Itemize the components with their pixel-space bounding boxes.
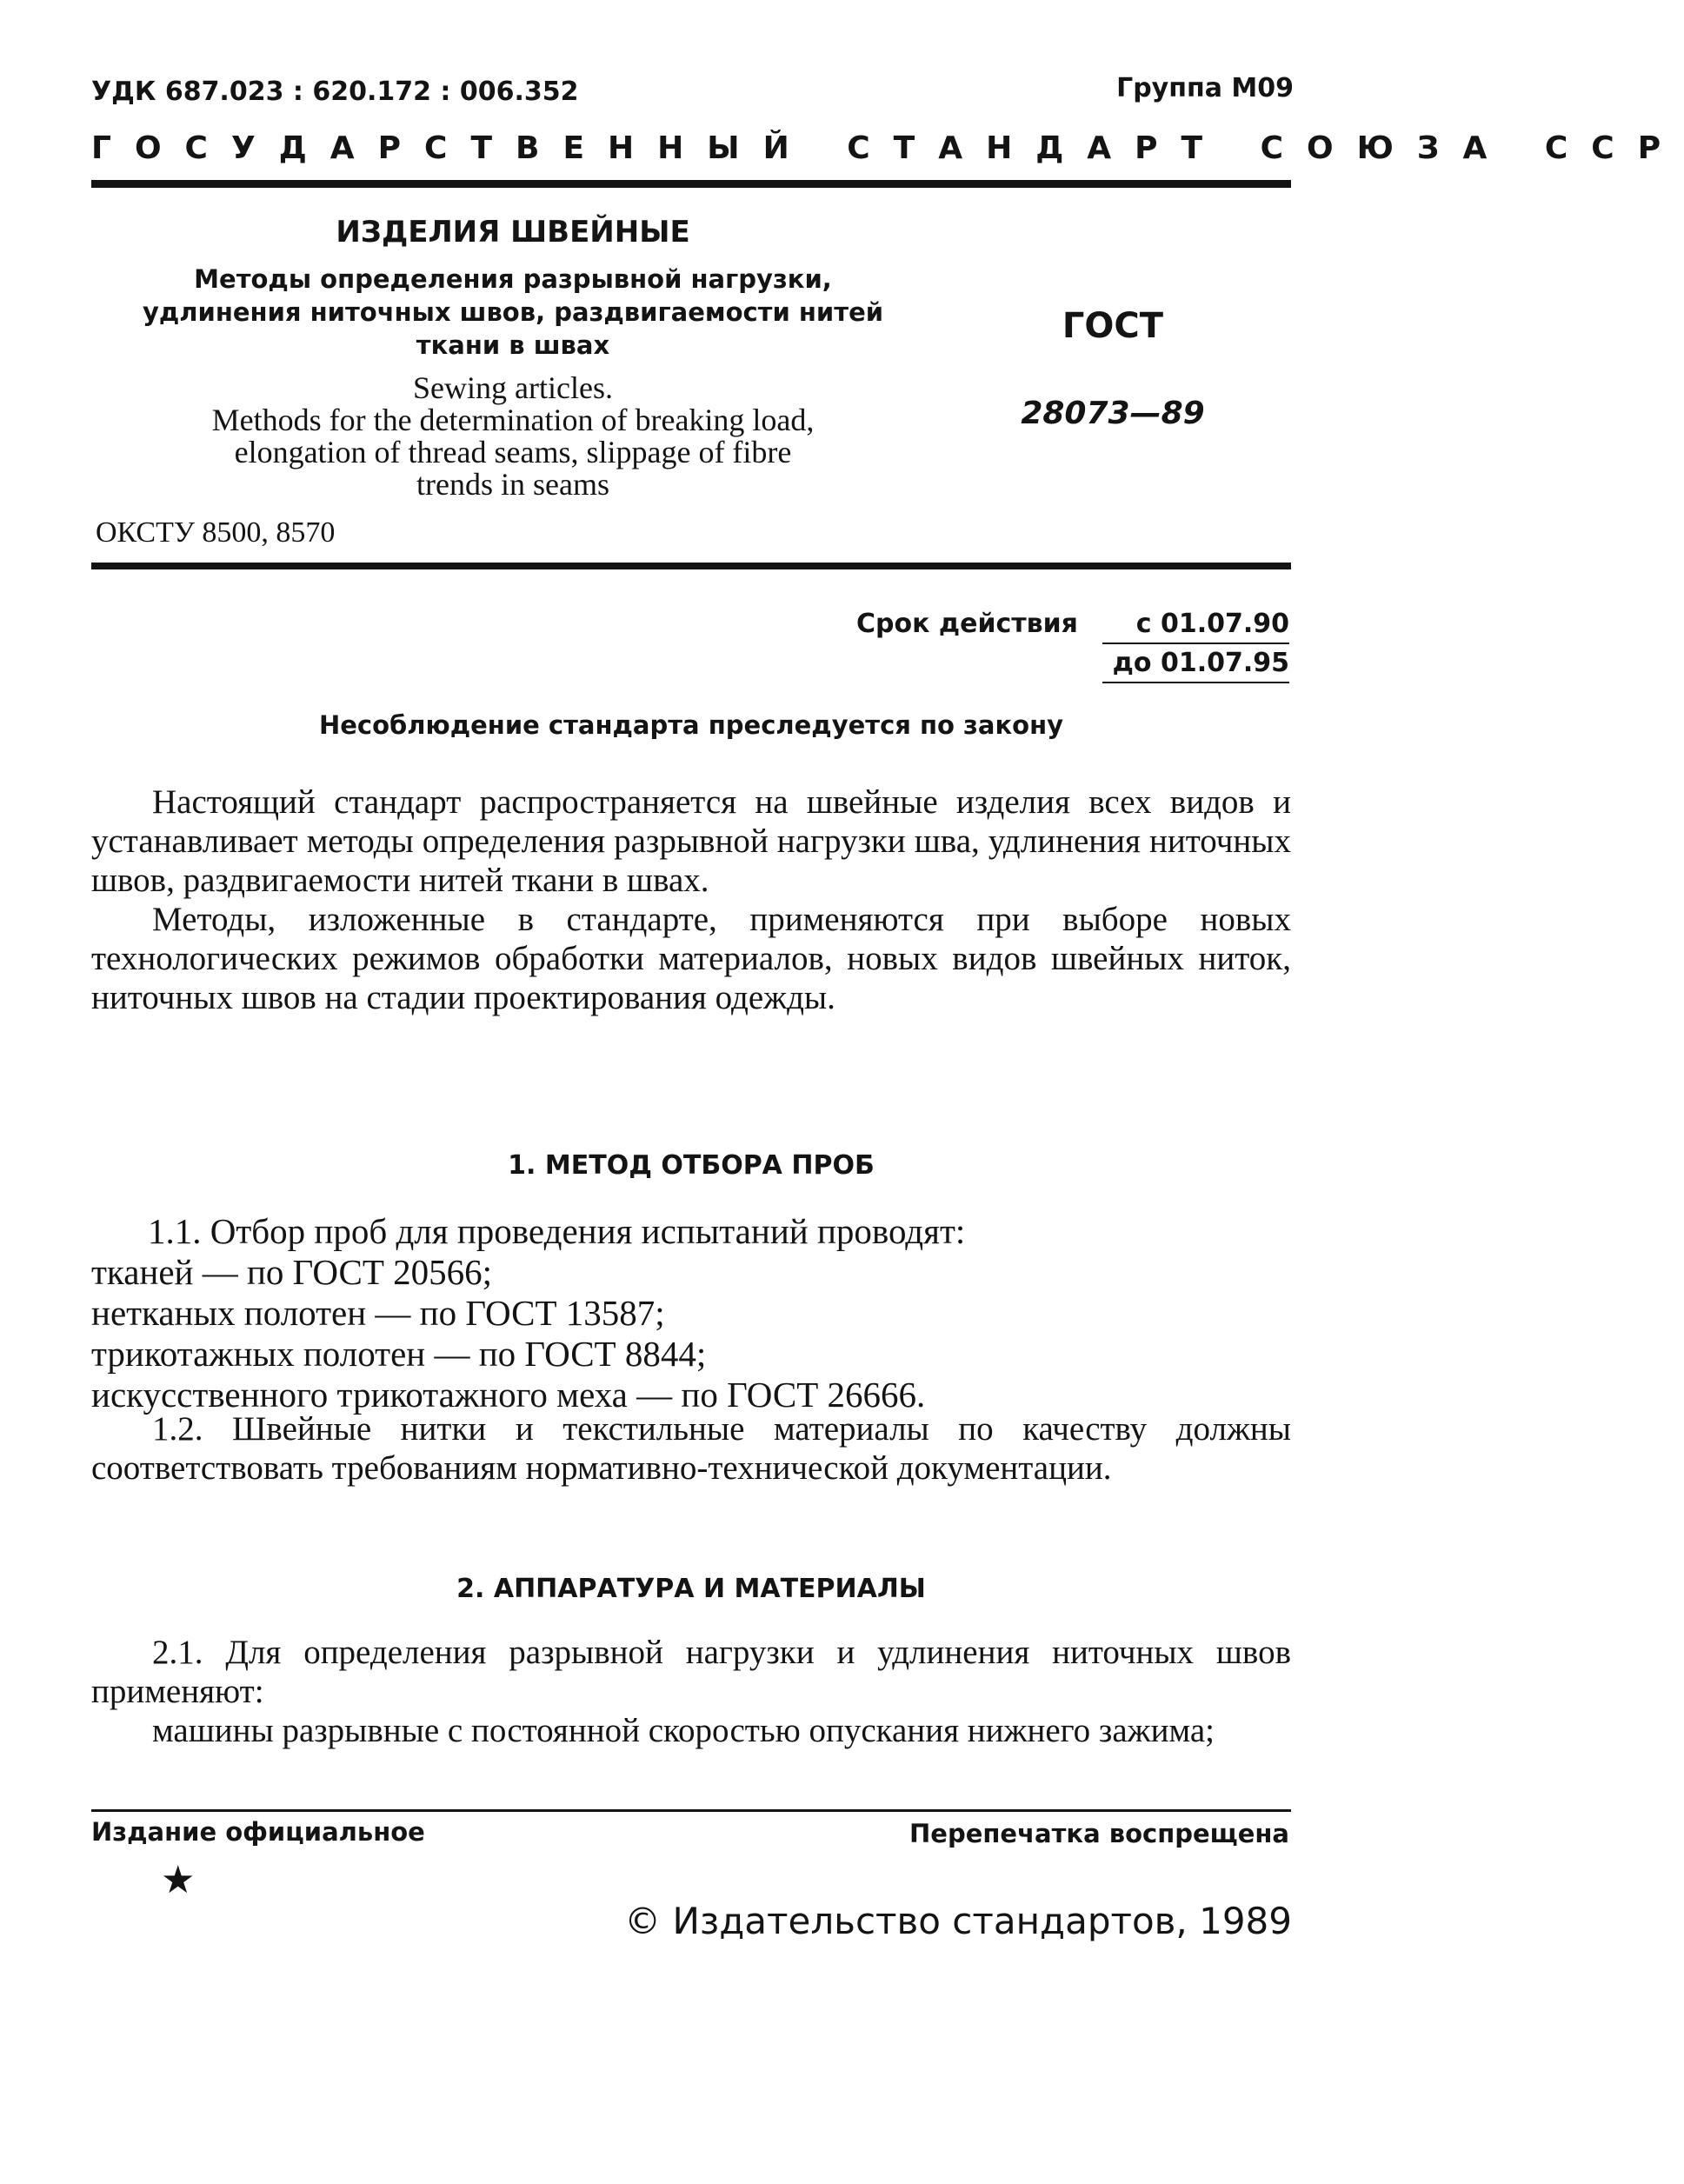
udk-code: УДК 687.023 : 620.172 : 006.352: [91, 77, 579, 107]
header-rule: [91, 180, 1291, 188]
intro-paragraph-2: Методы, изложенные в стандарте, применяются при выборе новых технологических режимов обработки материалов, новых видов швейных ниток, ниточных швов на стадии проектирования одежды.: [91, 901, 1291, 1016]
list-item: искусственного трикотажного меха — по ГОСТ 26666.: [91, 1375, 926, 1415]
method-title-en-line: Methods for the determination of breaking load,: [211, 403, 815, 437]
gost-number: 28073—89: [1021, 396, 1205, 431]
validity-from: с 01.07.90: [1102, 609, 1289, 644]
method-title-en-line: Sewing articles.: [413, 370, 613, 405]
reprint-prohibited: Перепечатка воспрещена: [909, 1819, 1289, 1848]
method-title-ru-line: ткани в швах: [416, 330, 610, 360]
title-rule: [91, 563, 1291, 569]
intro-text: [91, 782, 1291, 1017]
item-2-1: 2.1. Для определения разрывной нагрузки и удлинения ниточных швов применяют:: [91, 1634, 1291, 1710]
footer-rule: [91, 1809, 1291, 1812]
item-1-1: 1.1. Отбор проб для проведения испытаний проводят:: [148, 1211, 966, 1251]
method-title-en: [130, 372, 895, 501]
item-1-2: 1.2. Швейные нитки и текстильные материалы по качеству должны соответствовать требованиям нормативно-технической документации.: [91, 1410, 1291, 1487]
group-code: Группа М09: [1116, 73, 1294, 103]
official-edition: Издание официальное: [91, 1817, 425, 1847]
list-item: нетканых полотен — по ГОСТ 13587;: [91, 1293, 665, 1333]
product-title: ИЗДЕЛИЯ ШВЕЙНЫЕ: [336, 215, 690, 250]
section-1-body: [91, 1211, 1291, 1415]
validity-label: Срок действия: [856, 609, 1078, 639]
method-title-en-line: trends in seams: [416, 467, 609, 502]
method-title-ru-line: Методы определения разрывной нагрузки,: [194, 264, 832, 294]
gost-label: ГОСТ: [1062, 306, 1164, 346]
copyright: © Издательство стандартов, 1989: [624, 1900, 1292, 1942]
section-1-item-2: [91, 1409, 1291, 1488]
method-title-ru: [130, 263, 895, 362]
list-item: тканей — по ГОСТ 20566;: [91, 1252, 493, 1292]
section-2-body: [91, 1633, 1291, 1750]
intro-paragraph-1: Настоящий стандарт распространяется на швейные изделия всех видов и устанавливает методы определения разрывной нагрузки шва, удлинения ниточных швов, раздвигаемости нитей ткани в швах.: [91, 783, 1291, 899]
list-item: трикотажных полотен — по ГОСТ 8844;: [91, 1334, 707, 1374]
star-icon: ★: [161, 1858, 196, 1902]
okstu-code: ОКСТУ 8500, 8570: [96, 516, 336, 549]
state-standard-banner: ГОСУДАРСТВЕННЫЙ СТАНДАРТ СОЮЗА ССР: [91, 130, 1684, 166]
item-2-1-a: машины разрывные с постоянной скоростью опускания нижнего зажима;: [152, 1712, 1215, 1749]
validity-to: до 01.07.95: [1102, 648, 1289, 683]
section-1-heading: 1. МЕТОД ОТБОРА ПРОБ: [508, 1150, 875, 1181]
legal-notice: Несоблюдение стандарта преследуется по закону: [318, 710, 1064, 740]
section-2-heading: 2. АППАРАТУРА И МАТЕРИАЛЫ: [456, 1574, 926, 1604]
method-title-en-line: elongation of thread seams, slippage of fibre: [234, 435, 792, 469]
method-title-ru-line: удлинения ниточных швов, раздвигаемости нитей: [142, 297, 884, 327]
